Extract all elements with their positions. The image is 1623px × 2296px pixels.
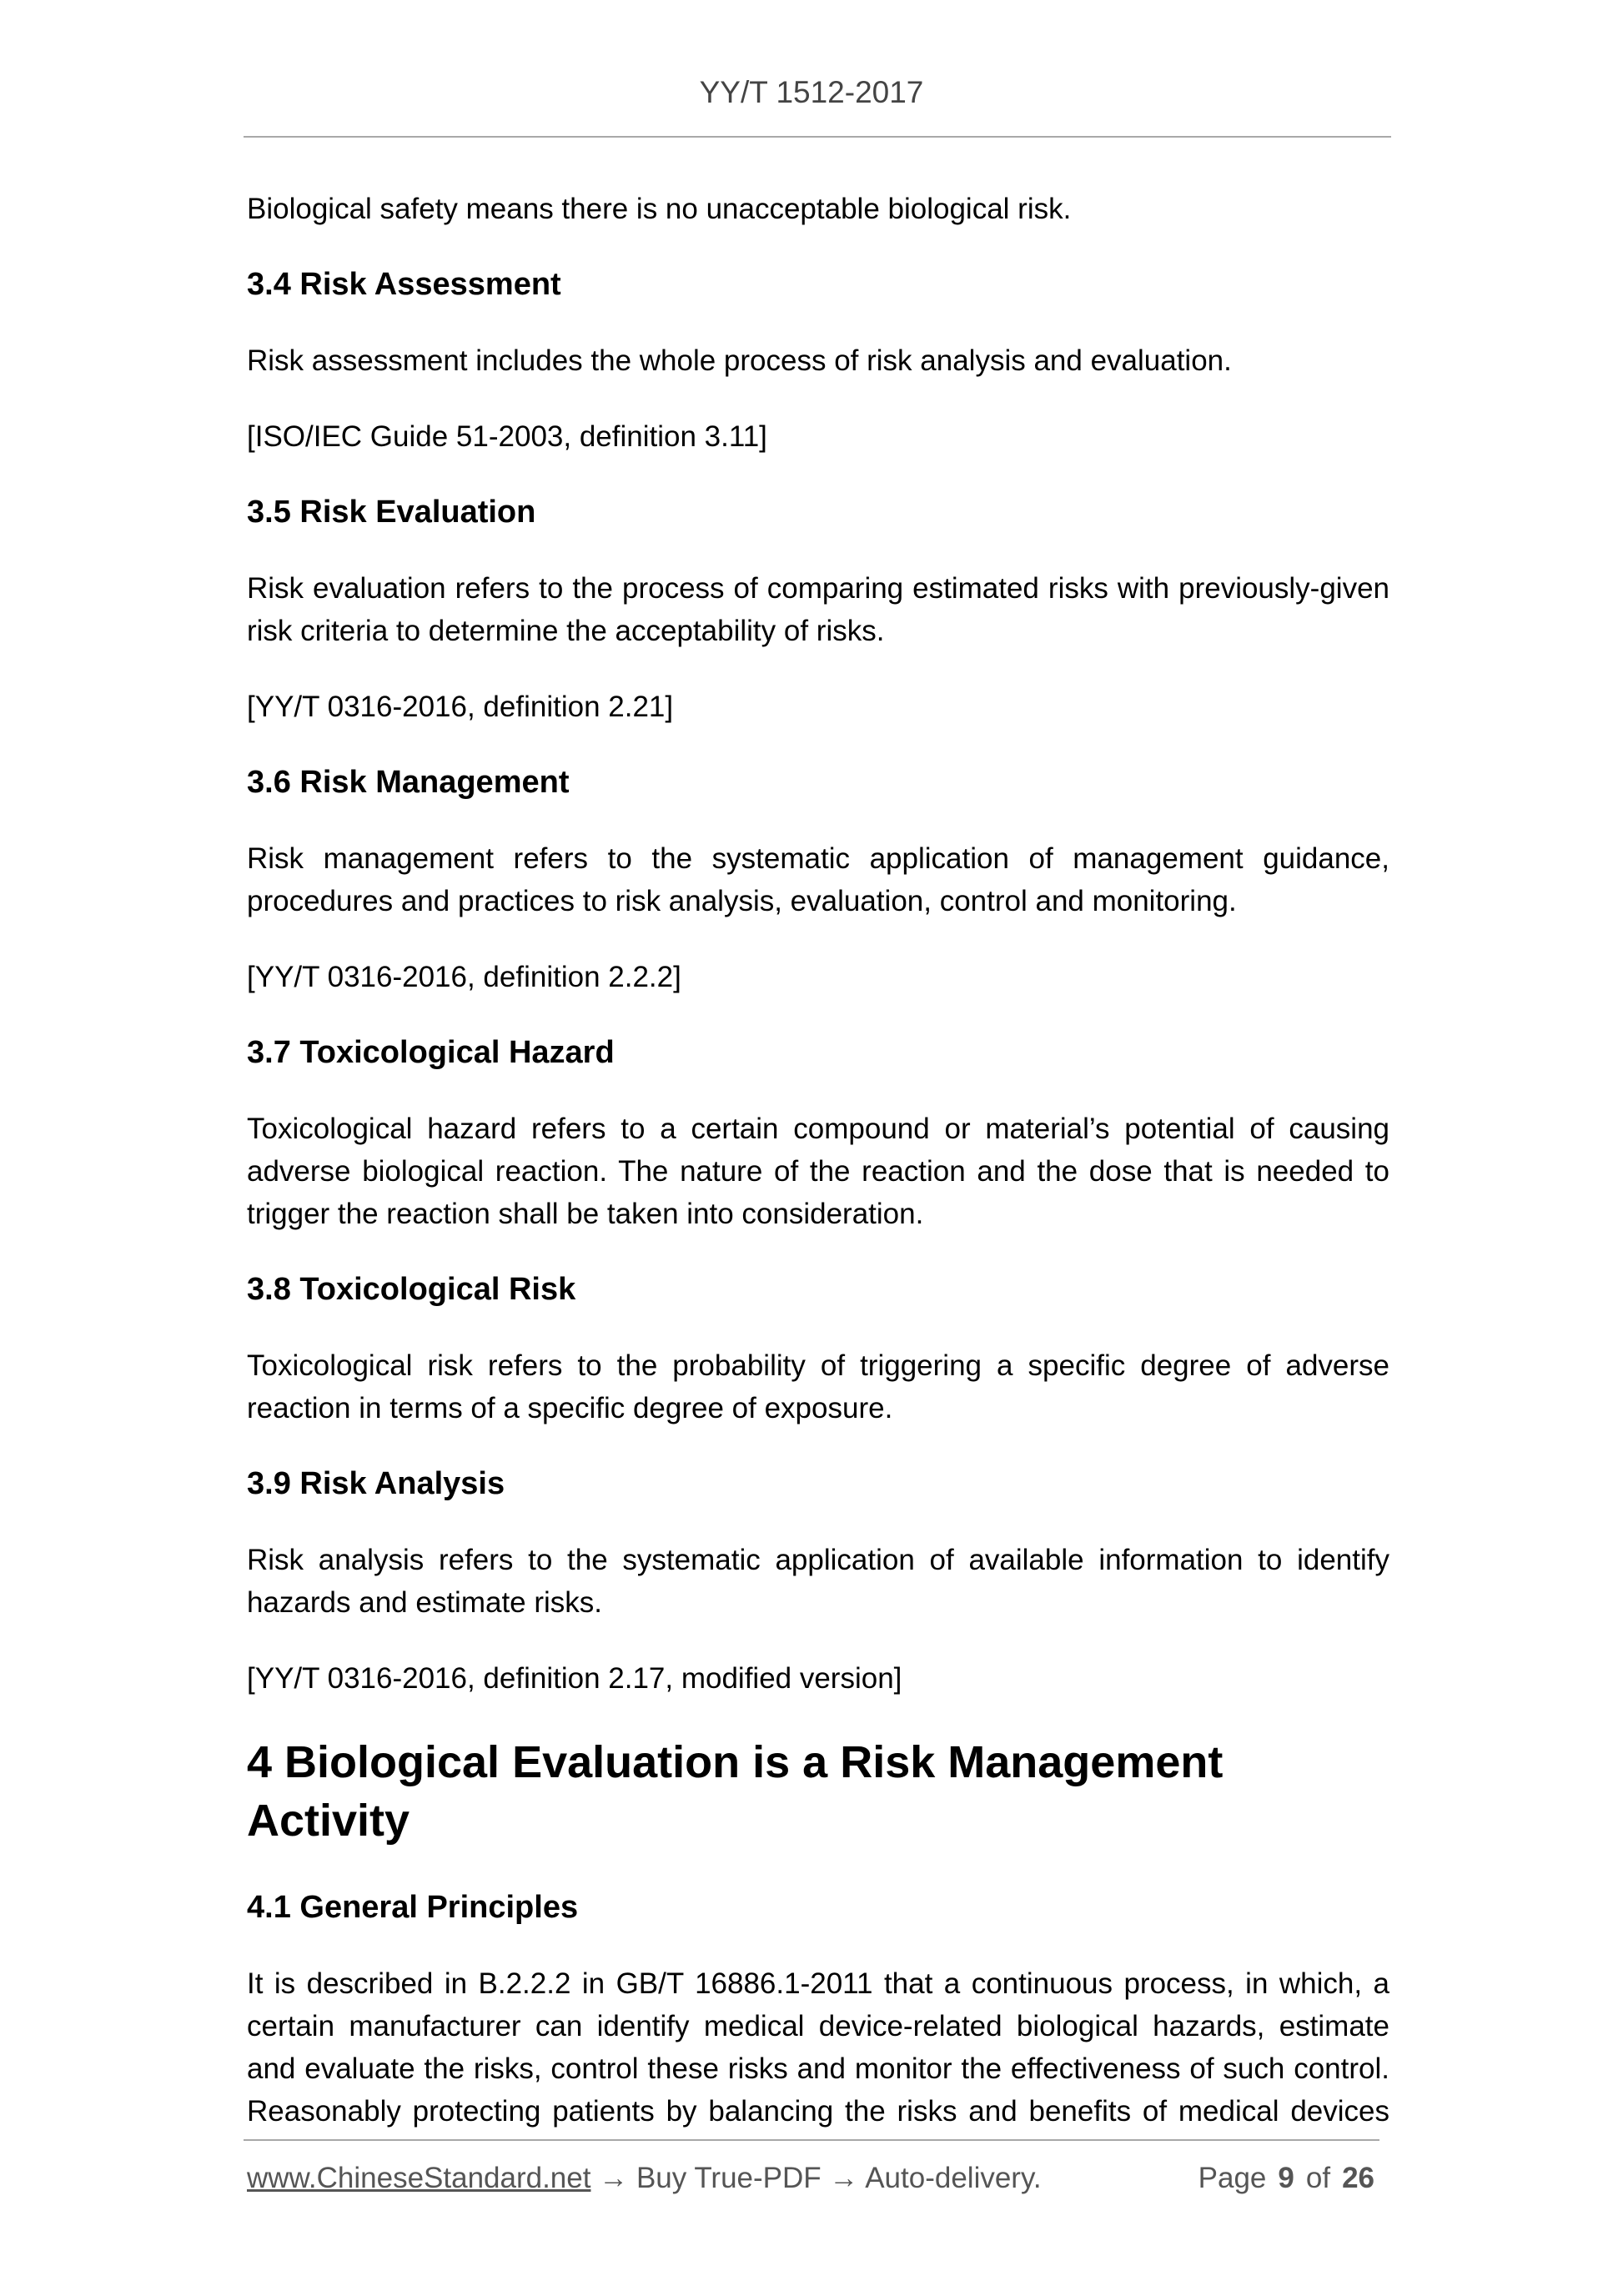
heading-3-9: 3.9 Risk Analysis <box>247 1466 505 1501</box>
footer-promo <box>247 2162 1042 2195</box>
footer-divider <box>244 2139 1379 2141</box>
paragraph-4-1: It is described in B.2.2.2 in GB/T 16886.1-2011 that a continuous process, in which, a certain manufacturer can identify medical device-related biological hazards, estimate and evaluate the risks, control these risks and monitor the effectiveness of such control. Reasonably protecting patients by balancing the risks and benefits of medical devices <box>247 1967 1389 2128</box>
document-body <box>247 188 1389 2166</box>
arrow-icon: → <box>829 2162 859 2194</box>
header-divider <box>244 136 1391 138</box>
heading-3-7: 3.7 Toxicological Hazard <box>247 1035 615 1070</box>
site-link[interactable]: www.ChineseStandard.net <box>247 2162 591 2194</box>
page-counter <box>1198 2162 1374 2195</box>
page-number: 9 <box>1278 2162 1294 2194</box>
heading-3-8: 3.8 Toxicological Risk <box>247 1272 576 1307</box>
page-total: 26 <box>1342 2162 1374 2194</box>
reference-3-5: [YY/T 0316-2016, definition 2.21] <box>247 691 674 723</box>
heading-3-6: 3.6 Risk Management <box>247 765 570 800</box>
paragraph-3-7: Toxicological hazard refers to a certain compound or material’s potential of causing adverse biological reaction. The nature of the reaction and the dose that is needed to trigger the reaction shall be taken into consideration. <box>247 1113 1389 1230</box>
reference-3-6: [YY/T 0316-2016, definition 2.2.2] <box>247 961 681 993</box>
paragraph-3-8: Toxicological risk refers to the probability of triggering a specific degree of adverse reaction in terms of a specific degree of exposure. <box>247 1349 1389 1424</box>
paragraph-3-5: Risk evaluation refers to the process of comparing estimated risks with previously-given risk criteria to determine the acceptability of risks. <box>247 572 1389 647</box>
delivery-text: Auto-delivery. <box>865 2162 1042 2194</box>
arrow-icon: → <box>599 2162 629 2194</box>
reference-3-4: [ISO/IEC Guide 51-2003, definition 3.11] <box>247 420 767 453</box>
paragraph-3-6: Risk management refers to the systematic application of management guidance, procedures and practices to risk analysis, evaluation, control and monitoring. <box>247 842 1389 917</box>
heading-3-5: 3.5 Risk Evaluation <box>247 495 536 530</box>
running-header: YY/T 1512-2017 <box>699 75 924 109</box>
heading-3-4: 3.4 Risk Assessment <box>247 267 561 302</box>
heading-4: 4 Biological Evaluation is a Risk Management Activity <box>247 1737 1224 1846</box>
paragraph-3-4: Risk assessment includes the whole process of risk analysis and evaluation. <box>247 344 1232 377</box>
buy-text: Buy True-PDF <box>636 2162 822 2194</box>
heading-4-1: 4.1 General Principles <box>247 1890 579 1925</box>
paragraph-3-9: Risk analysis refers to the systematic application of available information to identify hazards and estimate risks. <box>247 1544 1389 1619</box>
of-label: of <box>1305 2162 1331 2194</box>
paragraph-biological-safety: Biological safety means there is no unacceptable biological risk. <box>247 193 1072 225</box>
page-label: Page <box>1198 2162 1267 2194</box>
reference-3-9: [YY/T 0316-2016, definition 2.17, modified version] <box>247 1662 902 1695</box>
